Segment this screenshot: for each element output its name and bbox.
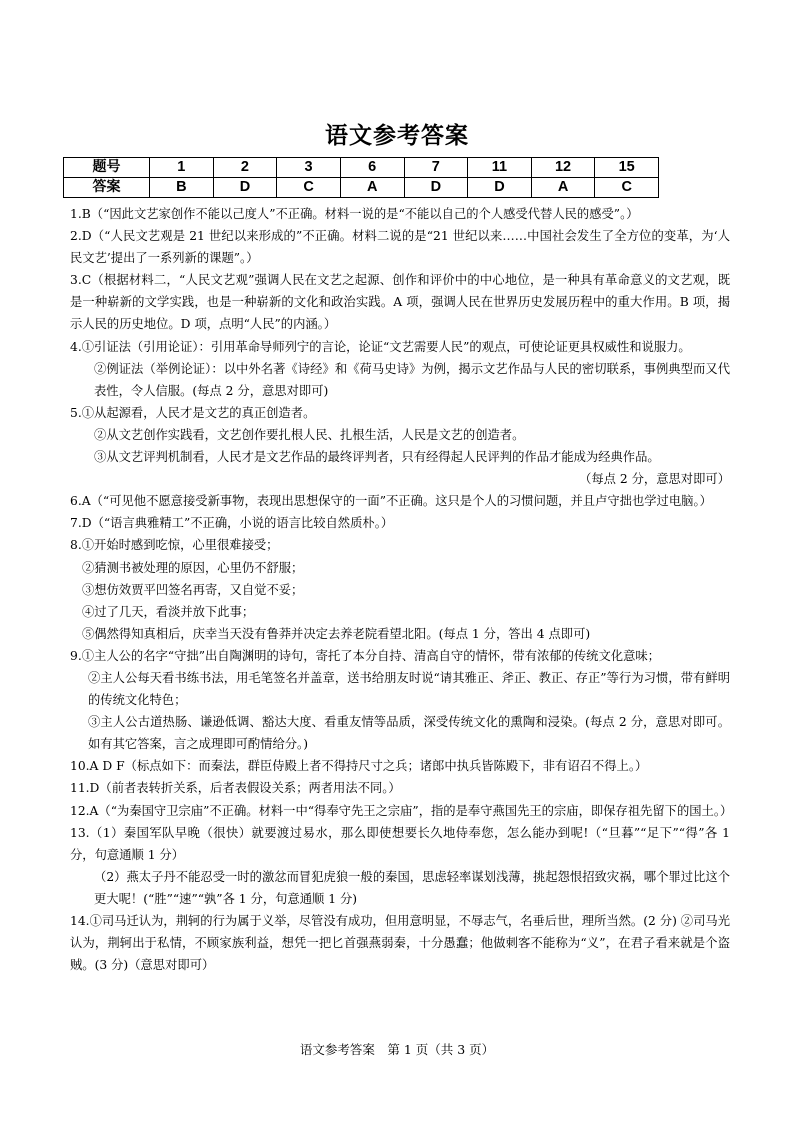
question-number: 1: [150, 158, 214, 178]
question-number: 6: [340, 158, 404, 178]
answer-cell: D: [213, 178, 277, 198]
answer-cell: A: [340, 178, 404, 198]
question-number-header: 题号: [64, 158, 150, 178]
answer-q7: 7.D（“语言典雅精工”不正确，小说的语言比较自然质朴。）: [70, 516, 394, 531]
answer-q14: 14.①司马迁认为，荆轲的行为属于义举，尽管没有成功，但用意明显，不辱志气，名垂后世，理所当然。(2 分) ②司马光认为，荆轲出于私情，不顾家族利益，想凭一把匕首强燕弱秦，十分愚蠢；他做刺客不能称为“义”，在君子看来就是个盗贼。(3 分)（意思对即可）: [70, 914, 730, 973]
answer-q2: 2.D（“人民文艺观是 21 世纪以来形成的”不正确。材料二说的是“21 世纪以来……中国社会发生了全方位的变革，为‘人民文艺’提出了一系列新的课题”。）: [70, 229, 730, 266]
answer-cell: D: [404, 178, 468, 198]
answer-q3: 3.C（根据材料二，“人民文艺观”强调人民在文艺之起源、创作和评价中的中心地位，是一种具有革命意义的文艺观，既是一种崭新的文学实践，也是一种崭新的文化和政治实践。A 项，强调人民在世界历史发展历程中的重大作用。B 项，揭示人民的历史地位。D 项，点明“人民”的内涵。）: [70, 273, 730, 332]
answer-q8-point2: ②猜测书被处理的原因，心里仍不舒服；: [82, 560, 304, 575]
answer-q9-point2: ②主人公每天看书练书法，用毛笔签名并盖章，送书给朋友时说“请其雅正、斧正、教正、存正”等行为习惯，带有鲜明的传统文化特色；: [88, 670, 730, 708]
answer-table: [63, 157, 659, 198]
answer-cell: B: [150, 178, 214, 198]
question-number: 3: [277, 158, 341, 178]
answer-q11: 11.D（前者表转折关系，后者表假设关系；两者用法不同。）: [70, 781, 401, 796]
answer-header: 答案: [64, 178, 150, 198]
answer-explanations: [70, 203, 733, 976]
answer-q8-point3: ③想仿效贾平凹签名再寄，又自觉不妥；: [82, 582, 304, 597]
answer-q4-point1: 4.①引证法（引用论证）：引用革命导师列宁的言论，论证“文艺需要人民”的观点，可使论证更具权威性和说服力。: [70, 339, 691, 354]
page-title: 语文参考答案: [325, 122, 469, 149]
question-number: 11: [468, 158, 532, 178]
answer-q6: 6.A（“可见他不愿意接受新事物，表现出思想保守的一面”不正确。这只是个人的习惯问题，并且卢守拙也学过电脑。）: [70, 494, 712, 509]
answer-cell: C: [277, 178, 341, 198]
page-footer: 语文参考答案 第 1 页（共 3 页）: [299, 1042, 495, 1057]
answer-q9-point3: ③主人公古道热肠、谦逊低调、豁达大度、看重友情等品质，深受传统文化的熏陶和浸染。(每点 2 分，意思对即可。如有其它答案，言之成理即可酌情给分。): [88, 715, 730, 752]
answer-q5-scoring-note: （每点 2 分，意思对即可）: [579, 472, 730, 487]
answer-q5-point3: ③从文艺评判机制看，人民才是文艺作品的最终评判者，只有经得起人民评判的作品才能成为经典作品。: [94, 450, 660, 465]
answer-q5-point1: 5.①从起源看，人民才是文艺的真正创造者。: [70, 405, 316, 420]
question-number: 12: [531, 158, 595, 178]
answer-cell: A: [531, 178, 595, 198]
answer-q10: 10.A D F（标点如下：而秦法，群臣侍殿上者不得持尺寸之兵；诸郎中执兵皆陈殿下，非有诏召不得上。）: [70, 759, 648, 774]
question-number: 2: [213, 158, 277, 178]
answer-q13-part2: （2）燕太子丹不能忍受一时的激忿而冒犯虎狼一般的秦国，思虑轻率谋划浅薄，挑起怨恨招致灾祸，哪个罪过比这个更大呢！(“胜”“速”“孰”各 1 分，句意通顺 1 分): [94, 869, 730, 906]
answer-q13-part1: 13.（1）秦国军队早晚（很快）就要渡过易水，那么即使想要长久地侍奉您，怎么能办到呢!（“旦暮”“足下”“得”各 1 分，句意通顺 1 分）: [70, 825, 730, 862]
answer-row: [64, 178, 659, 198]
answer-q9-point1: 9.①主人公的名字“守拙”出自陶渊明的诗句，寄托了本分自持、清高自守的情怀，带有浓郁的传统文化意味；: [70, 648, 660, 663]
answer-cell: C: [595, 178, 659, 198]
answer-q1: 1.B（“因此文艺家创作不能以己度人”不正确。材料一说的是“不能以自己的个人感受代替人民的感受”。）: [70, 207, 639, 221]
answer-q8-point1: 8.①开始时感到吃惊，心里很难接受；: [70, 538, 279, 553]
question-number: 15: [595, 158, 659, 178]
answer-q8-point4: ④过了几天，看淡并放下此事；: [82, 604, 255, 619]
answer-cell: D: [468, 178, 532, 198]
answer-q8-point5: ⑤偶然得知真相后，庆幸当天没有鲁莽并决定去养老院看望北阳。(每点 1 分，答出 4 点即可): [82, 626, 591, 641]
answer-q4-point2: ②例证法（举例论证）：以中外名著《诗经》和《荷马史诗》为例，揭示文艺作品与人民的密切联系，事例典型而又代表性，令人信服。(每点 2 分，意思对即可): [94, 361, 730, 398]
answer-q5-point2: ②从文艺创作实践看，文艺创作要扎根人民、扎根生活，人民是文艺的创造者。: [94, 427, 525, 442]
question-number-row: [64, 158, 659, 178]
answer-q12: 12.A（“为秦国守卫宗庙”不正确。材料一中“得奉守先王之宗庙”，指的是奉守燕国先王的宗庙，即保存祖先留下的国土。）: [70, 803, 733, 818]
question-number: 7: [404, 158, 468, 178]
